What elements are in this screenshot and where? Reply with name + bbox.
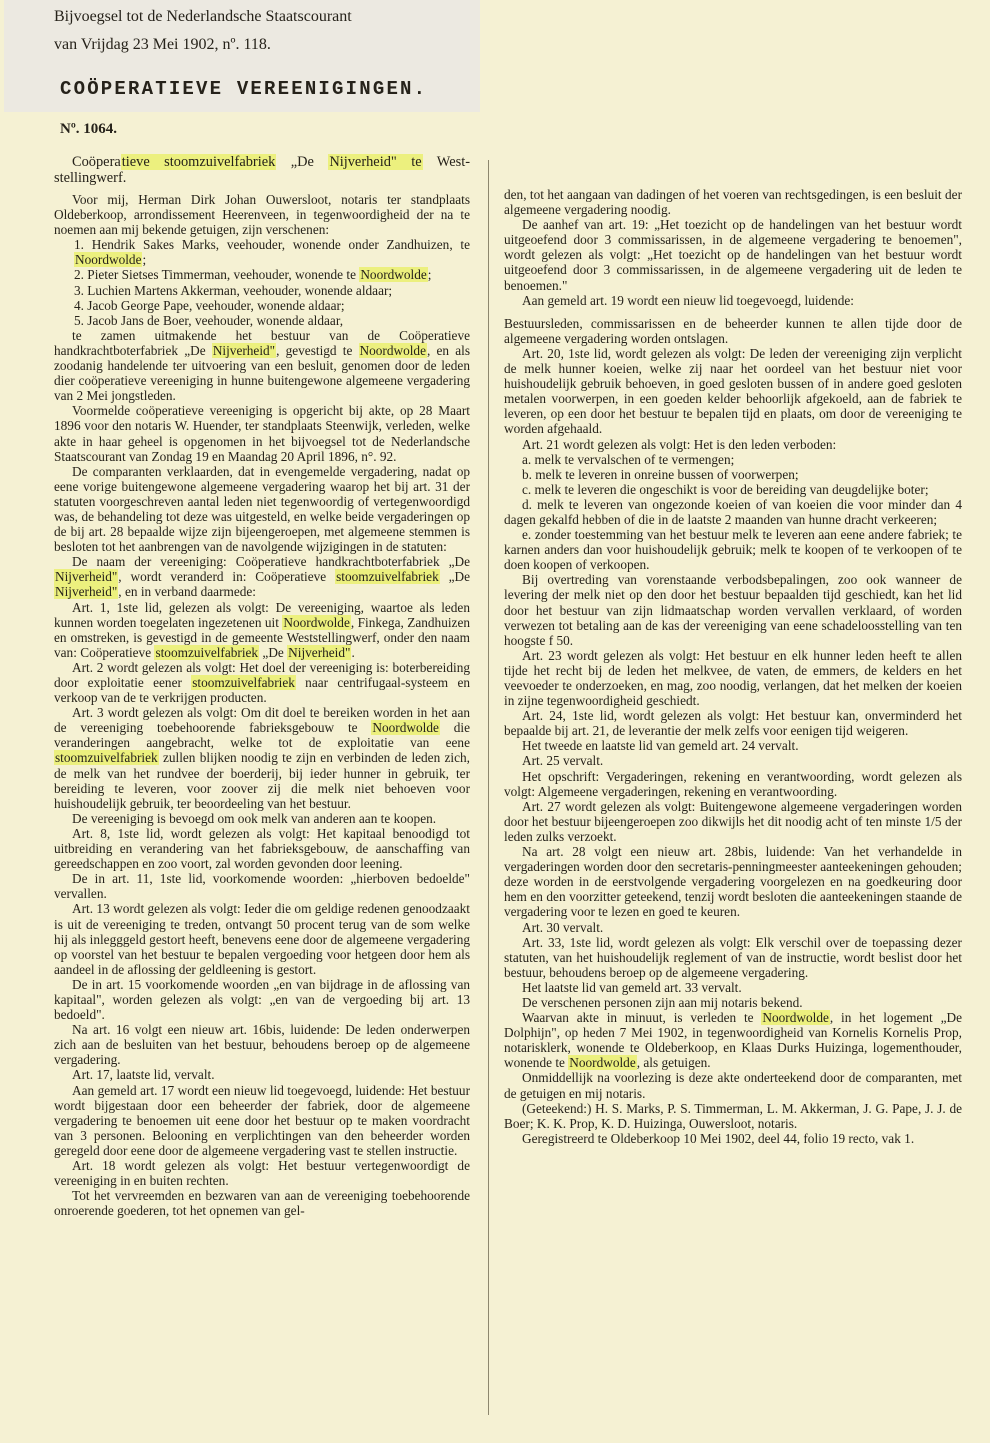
list-item: 1. Hendrik Sakes Marks, veehouder, wonende onder Zandhuizen, te Noordwolde; bbox=[74, 237, 470, 268]
search-highlight: stoomzuivelfabriek bbox=[192, 675, 295, 690]
paragraph: Bestuursleden, commissarissen en de beheerder kunnen te allen tijde door de algemeene vergadering worden ontslagen. bbox=[504, 315, 962, 346]
search-highlight: Nijverheid" bbox=[212, 342, 276, 358]
paragraph: Art. 13 wordt gelezen als volgt: Ieder die om geldige redenen genoodzaakt is uit de vereeniging te treden, ontvangt 50 procent terug van de som welke hij als inlegggeld gestort heeft, benevens eene door de algemeene vergadering op voorstel van het bestuur te bepalen vergoeding voor hetgeen door hem als aandeel in de aflossing der geldleening is gestort. bbox=[54, 901, 470, 977]
paragraph: Aan gemeld art. 19 wordt een nieuw lid toegevoegd, luidende: bbox=[522, 292, 854, 308]
paragraph: Het opschrift: Vergaderingen, rekening en verantwoording, wordt gelezen als volgt: Algemeene vergaderingen, rekening en verantwoording. bbox=[504, 768, 962, 799]
notice-title: Coöperatieve stoomzuivelfabriek „De Nijverheid" te West-stellingwerf. bbox=[54, 154, 470, 186]
list-item: 2. Pieter Sietses Timmerman, veehouder, wonende te Noordwolde; bbox=[74, 267, 432, 283]
paragraph: Art. 17, laatste lid, vervalt. bbox=[72, 1067, 215, 1083]
paragraph: Art. 21 wordt gelezen als volgt: Het is den leden verboden: bbox=[522, 436, 837, 452]
paragraph: Art. 1, 1ste lid, gelezen als volgt: De vereeniging, waartoe als leden kunnen worden toegelaten ingezetenen uit Noordwolde, Finkega, Zandhuizen en omstreken, is gevestigd in de gemeente Weststellingwerf, onder den naam van: Coöperatieve stoomzuivelfabriek „De Nijverheid". bbox=[54, 599, 471, 660]
list-item: 5. Jacob Jans de Boer, veehouder, wonende aldaar, bbox=[74, 312, 344, 328]
paragraph: Tot het vervreemden en bezwaren van aan de vereeniging toebehoorende onroerende goederen, tot het opnemen van gel- bbox=[54, 1188, 470, 1219]
paragraph: Het laatste lid van gemeld art. 33 vervalt. bbox=[522, 979, 742, 995]
paragraph: De vereeniging is bevoegd om ook melk van anderen aan te koopen. bbox=[72, 810, 437, 826]
paragraph: Bij overtreding van vorenstaande verbodsbepalingen, zoo ook wanneer de levering der melk niet op den door het bestuur bepaalden tijd geschiedt, kan het lid door het bestuur van zijn lidmaatschap worden vervallen verklaard, of worden verwezen tot betaling aan de kas der vereeniging van eene schadeloosstelling van ten hoogste f 50. bbox=[504, 572, 962, 648]
search-highlight: Noordwolde bbox=[359, 342, 426, 358]
paragraph: den, tot het aangaan van dadingen of het voeren van rechtsgedingen, is een besluit der algemeene vergadering noodig. bbox=[504, 187, 962, 218]
paragraph: Aan gemeld art. 17 wordt een nieuw lid toegevoegd, luidende: Het bestuur wordt bijgestaan door een beheerder der fabriek, door de algemeene vergadering te benoemen uit eene door het bestuur op te maken voordracht van 3 personen. Belooning en verplichtingen van den beheerder worden geregeld door eene door de algemeene vergadering vast te stellen instructie. bbox=[54, 1082, 470, 1158]
search-highlight: Noordwolde bbox=[75, 252, 142, 268]
paragraph: Art. 18 wordt gelezen als volgt: Het bestuur vertegenwoordigt de vereeniging in en buiten rechten. bbox=[54, 1158, 470, 1189]
paragraph: Art. 23 wordt gelezen als volgt: Het bestuur en elk hunner leden heeft te allen tijde het recht bij de leden het melkvee, de vaten, de emmers, de kelders en het veevoeder te onderzoeken, en mag, zoo noodig, verlangen, dat het melken der koeien in zijne tegenwoordigheid geschiedt. bbox=[504, 647, 962, 709]
paragraph: Art. 33, 1ste lid, wordt gelezen als volgt: Elk verschil over de toepassing dezer statuten, van het huishoudelijk reglement of van de instructie, wordt beslist door het bestuur, behoudens beroep op de algemeene vergadering. bbox=[504, 934, 962, 980]
paragraph: Art. 24, 1ste lid, wordt gelezen als volgt: Het bestuur kan, onverminderd het bepaalde bij art. 21, de leverantie der melk zelfs voor eenigen tijd weigeren. bbox=[504, 708, 962, 739]
paragraph: Art. 8, 1ste lid, wordt gelezen als volgt: Het kapitaal benoodigd tot uitbreiding en verandering van het fabrieksgebouw, de aanschaffing van gereedschappen en zoo voort, zal worden gevonden door leening. bbox=[54, 825, 470, 872]
paragraph: (Geteekend:) H. S. Marks, P. S. Timmerman, L. M. Akkerman, J. G. Pape, J. J. de Boer; K. K. Prop, K. D. Huizinga, Ouwersloot, notaris. bbox=[504, 1100, 962, 1131]
search-highlight: Nijverheid" bbox=[288, 644, 351, 660]
paragraph: Art. 2 wordt gelezen als volgt: Het doel der vereeniging is: boterbereiding door exploitatie eener stoomzuivelfabriek naar centrifugaal-systeem en verkoop van de te verkrijgen producten. bbox=[54, 659, 470, 706]
paragraph: Geregistreerd te Oldeberkoop 10 Mei 1902, deel 44, folio 19 recto, vak 1. bbox=[522, 1130, 915, 1146]
list-item: d. melk te leveren van ongezonde koeien of van koeien die voor minder dan 4 dagen gekalfd hebben of die in de laatste 2 maanden van hunne dracht verkeeren; bbox=[504, 496, 962, 527]
paragraph: De comparanten verklaarden, dat in evengemelde vergadering, nadat op eene vorige buitengewone algemeene vergadering waarop het bij art. 31 der statuten voorgeschreven aantal leden niet tegenwoordig of vertegenwoordigd was, de behandeling tot deze was uitgesteld, en welke beide vergaderingen op de bij art. 28 bepaalde wijze zijn bijeengeroepen, met algemeene stemmen is besloten tot het aanbrengen van de navolgende wijzigingen in de statuten: bbox=[54, 463, 470, 555]
paragraph: De aanhef van art. 19: „Het toezicht op de handelingen van het bestuur wordt uitgeoefend door 3 commissarissen, in de algemeene vergadering te benoemen", wordt gelezen als volgt: „Het toezicht op de handelingen van het bestuur wordt uitgeoefend door 3 commissarissen, in de algemeene vergadering uit de leden te benoemen." bbox=[504, 217, 962, 293]
list-item: e. zonder toestemming van het bestuur melk te leveren aan eene andere fabriek; te karnen anders dan voor huishoudelijk gebruik; melk te koopen of te verkoopen of te doen koopen of verkoopen. bbox=[504, 527, 962, 573]
search-highlight: Nijverheid" te bbox=[329, 154, 422, 170]
section-title: COÖPERATIEVE VEREENIGINGEN. bbox=[60, 78, 428, 100]
paragraph: Voormelde coöperatieve vereeniging is opgericht bij akte, op 28 Maart 1896 voor den notaris W. Huender, ter standplaats Steenwijk, verleden, welke akte in haar geheel is opgenomen in het bijvoegsel tot de Nederlandsche Staatscourant van Zondag 19 en Maandag 20 April 1896, n°. 92. bbox=[54, 403, 470, 464]
search-highlight: tieve stoomzuivelfabriek bbox=[121, 154, 276, 170]
paragraph: De verschenen personen zijn aan mij notaris bekend. bbox=[522, 994, 803, 1010]
paragraph: Waarvan akte in minuut, is verleden te Noordwolde, in het logement „De Dolphijn", op heden 7 Mei 1902, in tegenwoordigheid van Kornelis Kornelis Prop, notarisklerk, wonende te Oldeberkoop, en Klaas Durks Huizinga, logementhouder, wonende te Noordwolde, als getuigen. bbox=[504, 1010, 962, 1071]
search-highlight: stoomzuivelfabriek bbox=[55, 750, 158, 766]
right-column bbox=[504, 187, 962, 1146]
search-highlight: stoomzuivelfabriek bbox=[155, 644, 259, 660]
paragraph: Voor mij, Herman Dirk Johan Ouwersloot, notaris ter standplaats Oldeberkoop, arrondissement Heerenveen, in tegenwoordigheid der na te noemen aan mij bekende getuigen, zijn verschenen: bbox=[54, 192, 470, 238]
left-column bbox=[54, 154, 470, 1218]
supplement-line: Bijvoegsel tot de Nederlandsche Staatscourant bbox=[54, 8, 352, 25]
paragraph: Het tweede en laatste lid van gemeld art. 24 vervalt. bbox=[522, 738, 799, 754]
search-highlight: Nijverheid" bbox=[55, 584, 118, 600]
search-highlight: Noordwolde bbox=[372, 720, 439, 736]
paragraph: Art. 25 vervalt. bbox=[522, 753, 604, 769]
paragraph: Onmiddellijk na voorlezing is deze akte onderteekend door de comparanten, met de getuigen en mij notaris. bbox=[504, 1070, 962, 1101]
list-item: 4. Jacob George Pape, veehouder, wonende aldaar; bbox=[74, 297, 345, 313]
search-highlight: Noordwolde bbox=[283, 614, 350, 630]
paragraph: Na art. 16 volgt een nieuw art. 16bis, luidende: De leden onderwerpen zich aan de besluiten van het bestuur, behoudens beroep op de algemeene vergadering. bbox=[54, 1022, 470, 1068]
search-highlight: Nijverheid" bbox=[55, 569, 118, 585]
document-number: Nº. 1064. bbox=[60, 121, 118, 137]
list-item: b. melk te leveren in onreine bussen of voorwerpen; bbox=[522, 466, 799, 482]
search-highlight: Noordwolde bbox=[569, 1055, 636, 1071]
list-item: a. melk te vervalschen of te vermengen; bbox=[522, 451, 735, 467]
search-highlight: stoomzuivelfabriek bbox=[336, 569, 439, 585]
paragraph: De in art. 15 voorkomende woorden „en van bijdrage in de aflossing van kapitaal", worden gelezen als volgt: „en van de vergoeding bij art. 13 bedoeld". bbox=[54, 976, 470, 1023]
list-item: c. melk te leveren die ongeschikt is voor de bereiding van deugdelijke boter; bbox=[522, 481, 929, 497]
list-item: 3. Luchien Martens Akkerman, veehouder, wonende aldaar; bbox=[74, 282, 393, 298]
search-highlight: Noordwolde bbox=[360, 267, 427, 283]
date-line: van Vrijdag 23 Mei 1902, nº. 118. bbox=[54, 36, 271, 53]
paragraph: De in art. 11, 1ste lid, voorkomende woorden: „hierboven bedoelde" vervallen. bbox=[54, 871, 470, 902]
column-divider bbox=[488, 160, 489, 1415]
paragraph: te zamen uitmakende het bestuur van de Coöperatieve handkrachtboterfabriek „De Nijverheid", gevestigd te Noordwolde, en als zoodanig handelende ter uitvoering van een besluit, genomen door de leden dier coöperatieve vereeniging in hunne buitengewone algemeene vergadering van 2 Mei jongstleden. bbox=[54, 327, 470, 404]
search-highlight: Noordwolde bbox=[762, 1010, 829, 1026]
paragraph: Na art. 28 volgt een nieuw art. 28bis, luidende: Van het verhandelde in vergaderingen worden door den secretaris-penningmeester aanteekeningen gehouden; deze worden in de eerstvolgende vergadering voorgelezen en na goedkeuring door hem en den voorzitter geteekend, tenzij wordt besloten die aanteekeningen staande de vergadering voor te lezen en goed te keuren. bbox=[504, 844, 962, 920]
paragraph: Art. 3 wordt gelezen als volgt: Om dit doel te bereiken worden in het aan de vereeniging toebehoorende fabrieksgebouw te Noordwolde die veranderingen aangebracht, welke tot de exploitatie van eene stoomzuivelfabriek zullen blijken noodig te zijn en verbinden de leden zich, de melk van het rundvee der boerderij, bij ieder hunner in gebruik, ter bereiding te leveren, voor zoover zij die melk niet behoeven voor huishoudelijk gebruik, ter beoordeeling van het bestuur. bbox=[54, 705, 470, 811]
paragraph: Art. 30 vervalt. bbox=[522, 919, 604, 935]
paragraph: Art. 27 wordt gelezen als volgt: Buitengewone algemeene vergaderingen worden door het bestuur bijeengeroepen zoo dikwijls het dit noodig acht of ten minste 1/5 der leden zulks verzoekt. bbox=[504, 798, 962, 844]
paragraph: De naam der vereeniging: Coöperatieve handkrachtboterfabriek „De Nijverheid", wordt veranderd in: Coöperatieve stoomzuivelfabriek „De Nijverheid", en in verband daarmede: bbox=[55, 554, 471, 600]
paragraph: Art. 20, 1ste lid, wordt gelezen als volgt: De leden der vereeniging zijn verplicht de melk hunner koeien, welke zij naar het oordeel van het bestuur niet voor huishoudelijk gebruik behoeven, in goed gesloten bussen of in andere goed gesloten metalen voorwerpen, in een goeden kelder behoorlijk afgekoeld, aan de fabriek te leveren, op een door het bestuur te bepalen tijd en plaats, om door de vereeniging te worden afgehaald. bbox=[504, 345, 962, 437]
